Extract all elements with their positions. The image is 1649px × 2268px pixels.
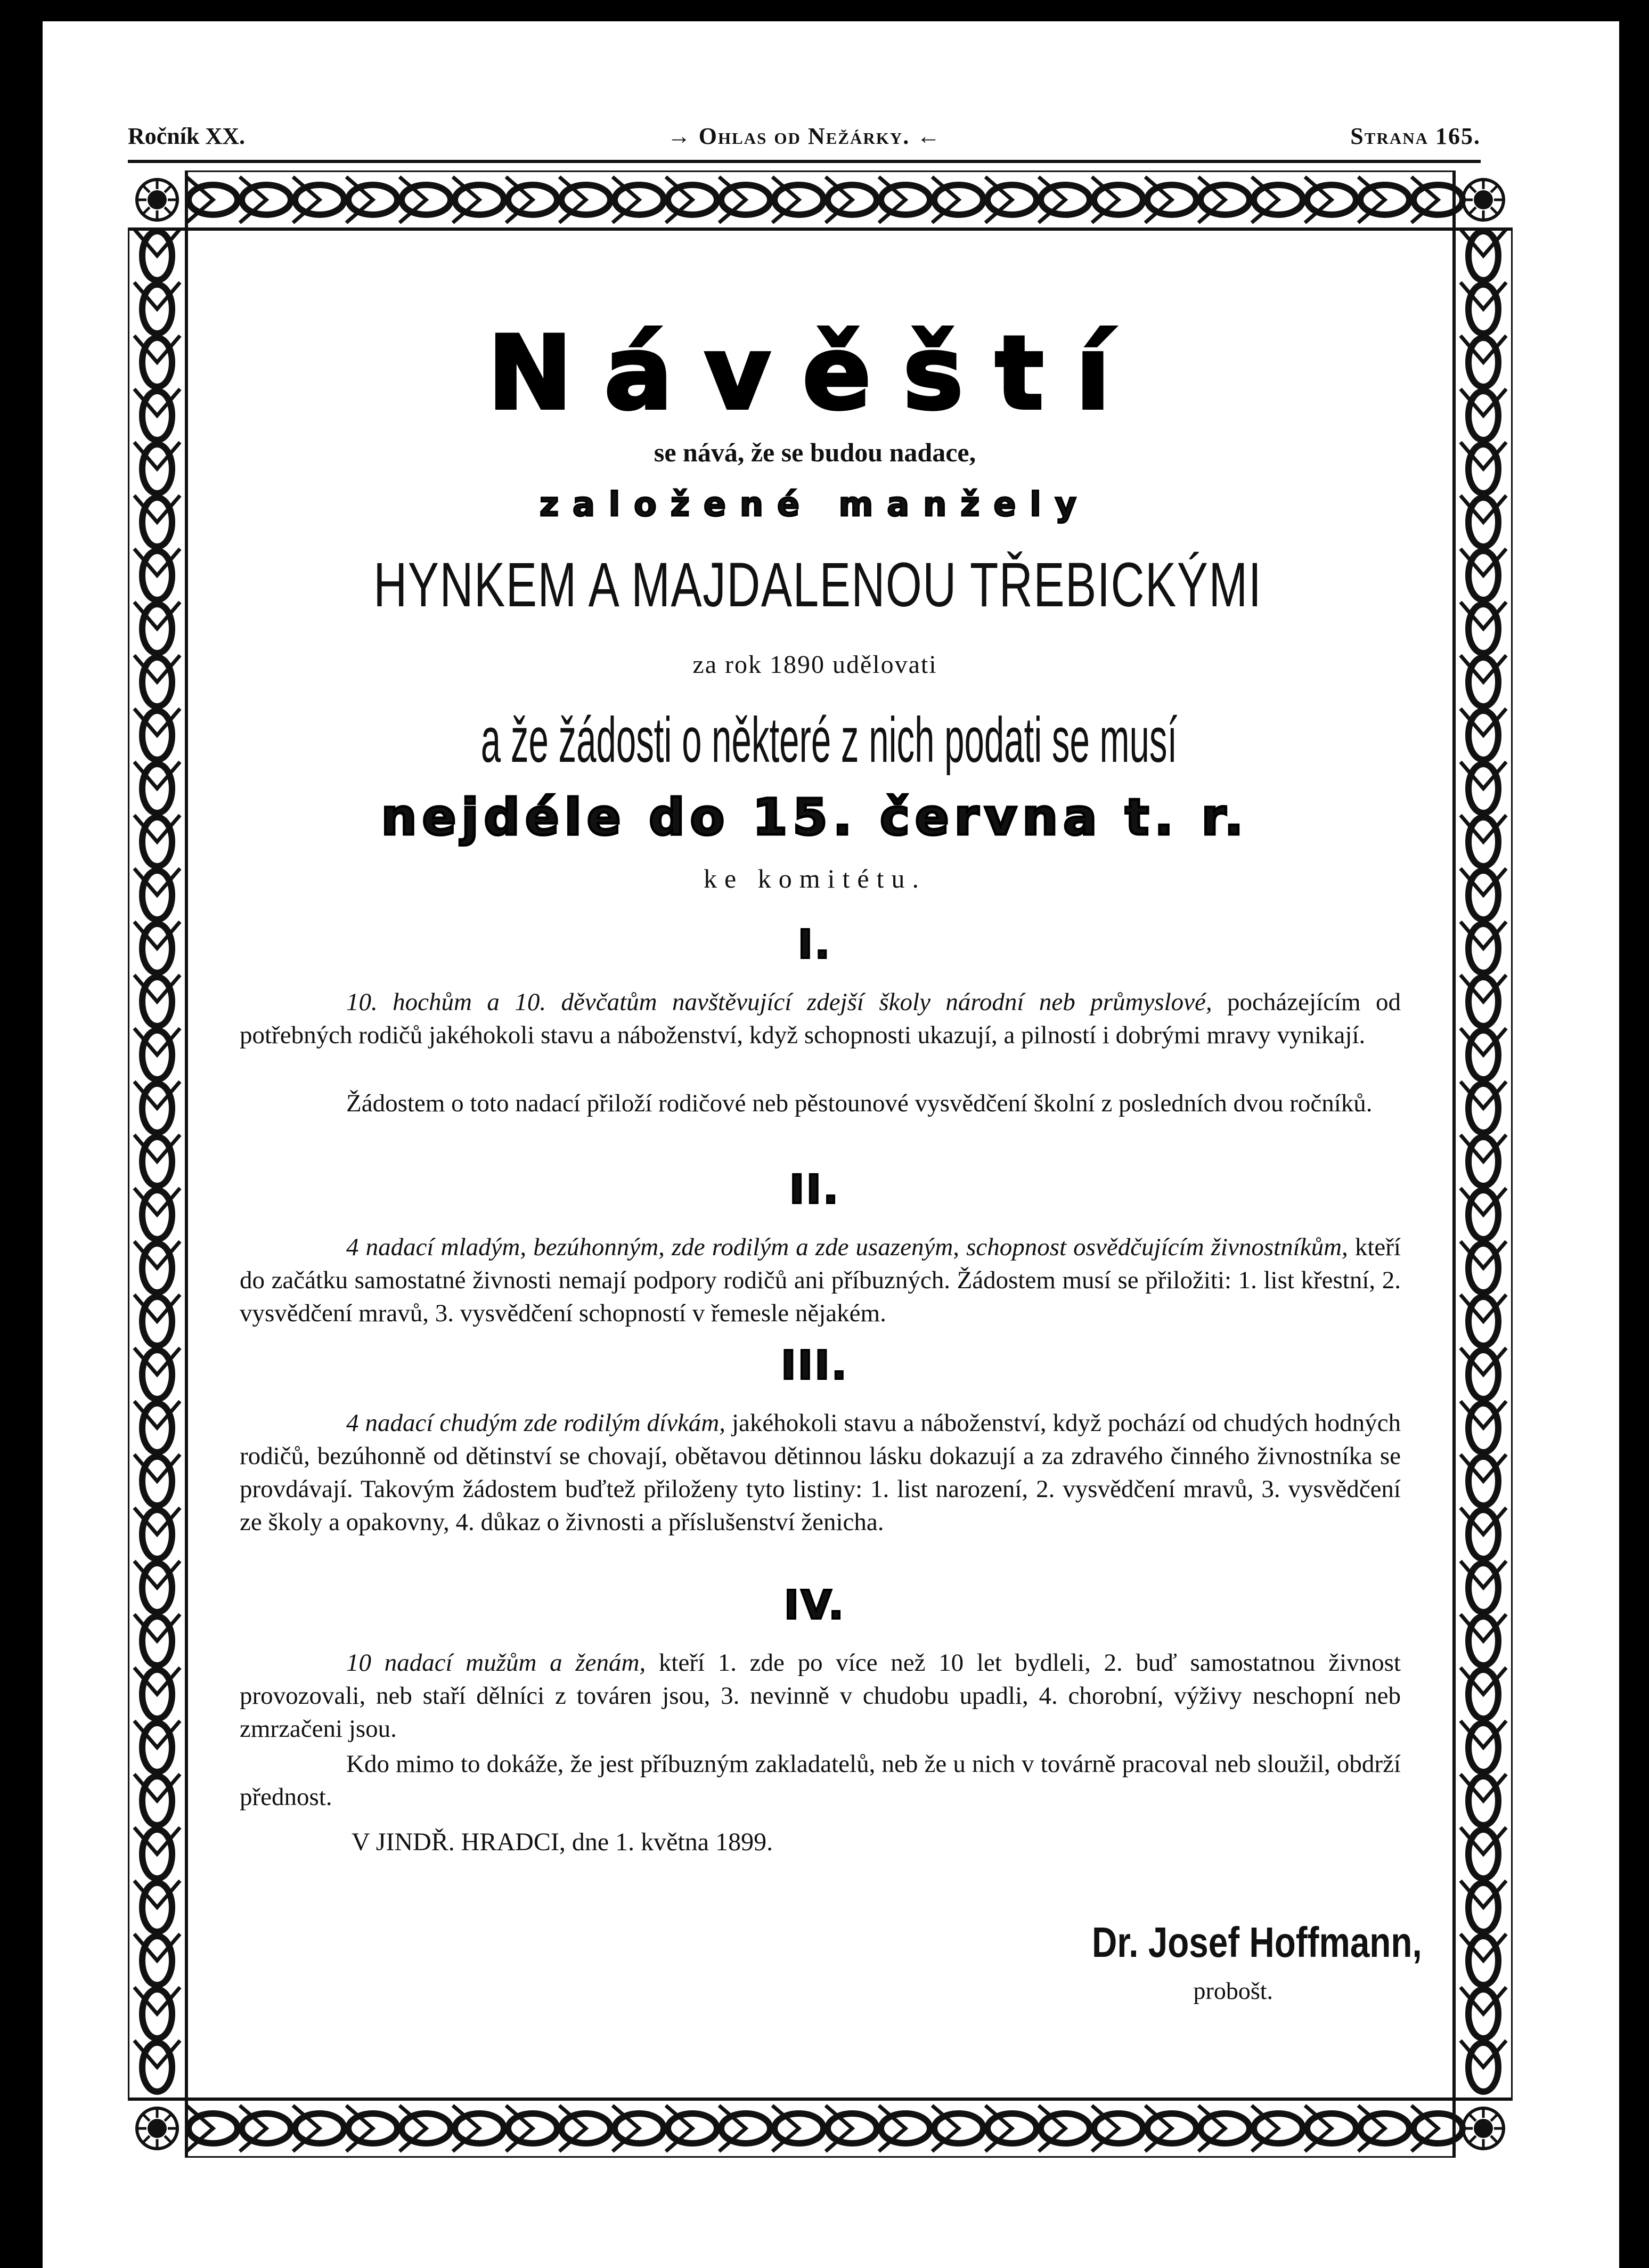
page-number: Strana 165. <box>1350 123 1481 149</box>
committee-line: ke komitétu. <box>704 864 926 893</box>
section-paragraph <box>240 1407 1401 1539</box>
section-extra: Kdo mimo to dokáže, že jest příbuzným zakladatelů, neb že u nich v továrně pracoval neb sloužil, obdrží přednost. <box>240 1750 1401 1811</box>
section-lead: 10 nadací mužům a ženám, <box>346 1649 646 1677</box>
running-head <box>128 96 1481 163</box>
section-paragraph <box>240 1231 1401 1330</box>
signature-title: probošt. <box>1193 1977 1273 2004</box>
section-text: jakéhokoli stavu a náboženství, když pochází od chudých hodných rodičů, bezúhonně od dětinství se chovají, obětavou dětinnou lásku dokazují a za zdravého činného živnostníka se provdávají. Takovým žádostem buďtež přiloženy tyto listiny: 1. list narození, 2. vysvědčení mravů, 3. vysvědčení ze školy a opakovny, 4. důkaz o živnosti a příslušenství ženicha. <box>240 1409 1401 1536</box>
chain-border-icon <box>128 170 1513 2158</box>
section-numeral: II. <box>789 1167 840 1213</box>
section-numeral: I. <box>798 922 832 968</box>
section-paragraph <box>240 1646 1401 1745</box>
journal-title: → Ohlas od Nežárky. ← <box>667 123 942 149</box>
section-text: kteří 1. zde po více než 10 let bydleli, 2. buď samostatnou živnost provozovali, neb staří dělníci z továren jsou, 3. nevinně v chudobu upadli, 4. chorobní, výživy neschopní neb zmrzačeni jsou. <box>240 1649 1401 1743</box>
page <box>43 21 1619 2268</box>
section-extra: Žádostem o toto nadací přiloží rodičové neb pěstounové vysvědčení školní z posledních dvou ročníků. <box>346 1090 1373 1117</box>
section-numeral: III. <box>781 1343 849 1388</box>
section-text: kteří do začátku samostatné živnosti nemají podpory rodičů ani příbuzných. Žádostem musí se přiložiti: 1. list křestní, 2. vysvědčení mravů, 3. vysvědčení schopností v řemesle nějakém. <box>240 1233 1401 1327</box>
date-line: V JINDŘ. HRADCI, dne 1. května 1899. <box>352 1828 773 1856</box>
section-numeral: IV. <box>784 1582 846 1628</box>
established-by-line: založené manžely <box>539 485 1091 524</box>
signature: Dr. Josef Hoffmann, <box>1092 1919 1422 1966</box>
section-text: pocházejícím od potřebných rodičů jakéhokoli stavu a náboženství, když schopnosti ukazují, a pilností i dobrými mravy vynikají. <box>240 988 1401 1049</box>
intro-line: se nává, že se budou nadace, <box>654 437 976 467</box>
section-lead: 4 nadací chudým zde rodilým dívkám, <box>346 1409 726 1437</box>
request-line: a že žádosti o některé z nich podati se musí <box>480 704 1178 776</box>
volume-label: Ročník XX. <box>128 123 246 149</box>
founders-names: HYNKEM A MAJDALENOU TŘEBICKÝMI <box>373 550 1262 620</box>
section-paragraph <box>240 986 1401 1052</box>
section-lead: 4 nadací mladým, bezúhonným, zde rodilým a zde usazeným, schopnost osvědčujícím živnostníkům, <box>346 1233 1348 1261</box>
section-lead: 10. hochům a 10. děvčatům navštěvující zdejší školy národní neb průmyslové, <box>346 988 1212 1016</box>
notice-title: Návěští <box>487 314 1142 432</box>
year-line: za rok 1890 udělovati <box>692 651 937 679</box>
deadline-line: nejdéle do 15. června t. r. <box>381 788 1249 847</box>
ornamental-border <box>128 170 1513 2158</box>
